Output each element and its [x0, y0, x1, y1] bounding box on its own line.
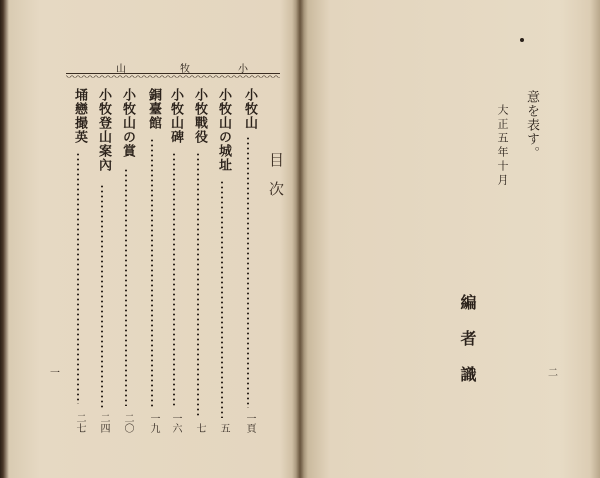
- leader-dots: [151, 138, 153, 408]
- right-page-preface-end: [300, 0, 600, 478]
- toc-entry-title: 小牧戰役: [192, 88, 207, 144]
- toc-entry: [164, 88, 184, 433]
- header-wavy-rule: [66, 75, 280, 81]
- toc-entry-page: 二〇: [122, 413, 133, 433]
- toc-entry-page: 七: [194, 423, 205, 433]
- toc-heading: 目次: [267, 152, 285, 210]
- ink-spot: [520, 38, 524, 42]
- toc-entry: [188, 88, 208, 433]
- toc-entry-title: 小牧山の城址: [216, 88, 231, 172]
- leader-dots: [247, 136, 249, 408]
- toc-entry-page: 二四: [98, 413, 109, 433]
- toc-entry: [238, 88, 258, 433]
- toc-entry-page: 五: [218, 423, 229, 433]
- leader-dots: [125, 168, 127, 406]
- toc-entry-page: 一六: [170, 413, 181, 433]
- toc-entry-title: 銅臺館: [146, 88, 161, 130]
- preface-signature: 編者識: [458, 294, 477, 402]
- leader-dots: [101, 184, 103, 408]
- toc-entry-page: 一頁: [244, 413, 255, 433]
- running-head-char: 山: [116, 64, 128, 75]
- preface-closing-line: 意を表す。: [524, 90, 539, 160]
- page-number: 一: [50, 368, 60, 379]
- running-head-char: 小: [238, 64, 250, 75]
- page-number: 二: [548, 368, 558, 379]
- toc-entry-title: 埇戀撮英: [72, 88, 87, 144]
- toc-entry-title: 小牧山: [242, 88, 257, 130]
- toc-entry: [212, 88, 232, 433]
- toc-entry: [142, 88, 162, 433]
- toc-entry-page: 一九: [148, 413, 159, 433]
- running-head-char: 牧: [180, 64, 192, 75]
- preface-date: 大正五年十月: [496, 104, 509, 188]
- toc-entry-title: 小牧山碑: [168, 88, 183, 144]
- leader-dots: [197, 152, 199, 418]
- leader-dots: [221, 180, 223, 418]
- toc-entry: [68, 88, 88, 433]
- leader-dots: [173, 152, 175, 408]
- toc-entry-title: 小牧登山案內: [96, 88, 111, 172]
- toc-entry: [92, 88, 112, 433]
- leader-dots: [77, 152, 79, 404]
- toc-entry-page: 二七: [74, 413, 85, 433]
- toc-entry-title: 小牧山の賞: [120, 88, 135, 158]
- toc-entry: [116, 88, 136, 433]
